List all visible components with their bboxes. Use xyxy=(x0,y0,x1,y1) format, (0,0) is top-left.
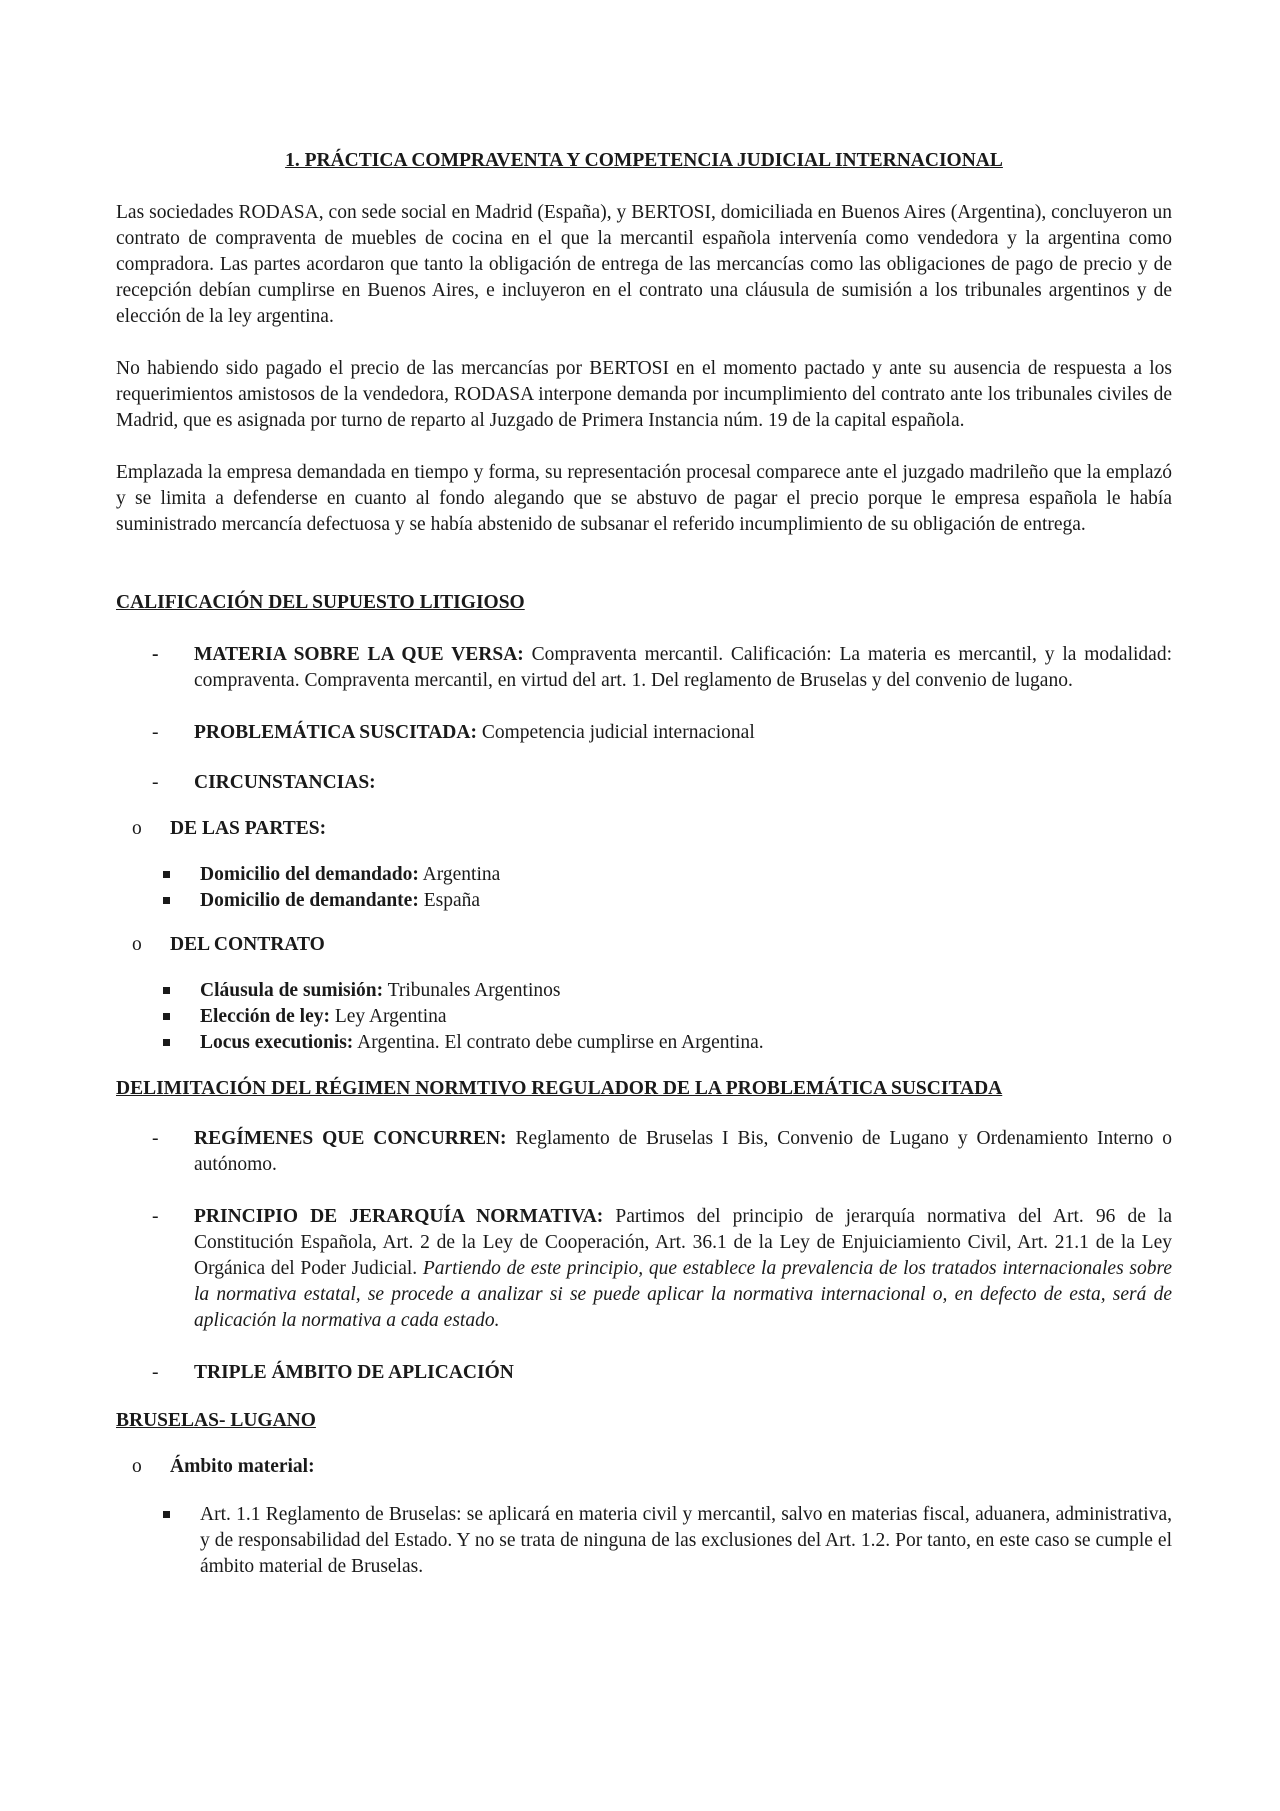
list-item xyxy=(116,888,1172,914)
heading-delimitacion: DELIMITACIÓN DEL RÉGIMEN NORMTIVO REGULADOR DE LA PROBLEMÁTICA SUSCITADA xyxy=(116,1078,1003,1099)
problematica-text: Competencia judicial internacional xyxy=(481,722,755,743)
paragraph-3: Emplazada la empresa demandada en tiempo y forma, su representación procesal comparece ante el juzgado madrileño que la emplazó y se limita a defenderse en cuanto al fondo alegando que se abstuvo de pagar el precio porque le empresa española le había suministrado mercancía defectuosa y se había abstenido de subsanar el referido incumplimiento de su obligación de entrega. xyxy=(116,462,1172,535)
principio-text: Partimos del principio de jerarquía normativa del Art. 96 de la Constitución Española, Art. 2 de la Ley de Cooperación, Art. 36.1 de la Ley de Enjuiciamiento Civil, Art. 21.1 de la Ley Orgánica del Poder Judicial. xyxy=(194,1206,1172,1279)
paragraph-2: No habiendo sido pagado el precio de las mercancías por BERTOSI en el momento pactado y ante su ausencia de respuesta a los requerimientos amistosos de la vendedora, RODASA interpone demanda por incumplimiento del contrato ante los tribunales civiles de Madrid, que es asignada por turno de reparto al Juzgado de Primera Instancia núm. 19 de la capital española. xyxy=(116,358,1172,431)
item-de-las-partes xyxy=(116,816,1172,842)
circunstancias-label: CIRCUNSTANCIAS: xyxy=(194,772,376,793)
heading-calificacion: CALIFICACIÓN DEL SUPUESTO LITIGIOSO xyxy=(116,592,525,613)
item-circunstancias xyxy=(116,770,1172,796)
item-regimenes xyxy=(116,1126,1172,1178)
ambito-label: Ámbito material: xyxy=(170,1456,315,1477)
square-bullet xyxy=(163,987,170,994)
item-label: Domicilio del demandado: xyxy=(200,864,419,885)
dash-marker: - xyxy=(152,1128,159,1149)
square-bullet xyxy=(163,1511,170,1518)
list-contrato xyxy=(116,978,1172,1056)
list-partes xyxy=(116,862,1172,914)
document-title: 1. PRÁCTICA COMPRAVENTA Y COMPETENCIA JUDICIAL INTERNACIONAL xyxy=(285,150,1003,171)
list-item xyxy=(116,978,1172,1004)
regimenes-label: REGÍMENES QUE CONCURREN: xyxy=(194,1128,507,1149)
square-bullet xyxy=(163,1039,170,1046)
principio-italic: Partiendo de este principio, que establece la prevalencia de los tratados internacionales sobre la normativa estatal, se procede a analizar si se puede aplicar la normativa internacional o, en defecto de esta, será de aplicación la normativa a cada estado. xyxy=(194,1258,1172,1331)
dash-marker: - xyxy=(152,1206,159,1227)
materia-label: MATERIA SOBRE LA QUE VERSA: xyxy=(194,644,524,665)
contrato-label: DEL CONTRATO xyxy=(170,934,325,955)
paragraph-1: Las sociedades RODASA, con sede social en Madrid (España), y BERTOSI, domiciliada en Buenos Aires (Argentina), concluyeron un contrato de compraventa de muebles de cocina en el que la mercantil española intervenía como vendedora y la argentina como compradora. Las partes acordaron que tanto la obligación de entrega de las mercancías como las obligaciones de pago de precio y de recepción debían cumplirse en Buenos Aires, e incluyeron en el contrato una cláusula de sumisión a los tribunales argentinos y de elección de la ley argentina. xyxy=(116,202,1172,327)
item-label: Domicilio de demandante: xyxy=(200,890,419,911)
item-ambito-material xyxy=(116,1454,1172,1480)
regimenes-text: Reglamento de Bruselas I Bis, Convenio de Lugano y Ordenamiento Interno o autónomo. xyxy=(194,1128,1172,1175)
item-text: España xyxy=(423,890,481,911)
list-ambito-material xyxy=(116,1502,1172,1580)
circle-marker: o xyxy=(132,1456,142,1477)
item-label: Locus executionis: xyxy=(200,1032,354,1053)
triple-label: TRIPLE ÁMBITO DE APLICACIÓN xyxy=(194,1362,514,1383)
document-page xyxy=(116,148,1172,1580)
circle-marker: o xyxy=(132,818,142,839)
principio-label: PRINCIPIO DE JERARQUÍA NORMATIVA: xyxy=(194,1206,604,1227)
list-item xyxy=(116,1502,1172,1580)
item-text: Argentina xyxy=(422,864,501,885)
list-item xyxy=(116,862,1172,888)
item-text: Tribunales Argentinos xyxy=(387,980,561,1001)
list-item xyxy=(116,1004,1172,1030)
item-problematica xyxy=(116,720,1172,746)
problematica-label: PROBLEMÁTICA SUSCITADA: xyxy=(194,722,477,743)
item-text: Argentina. El contrato debe cumplirse en Argentina. xyxy=(357,1032,764,1053)
item-label: Elección de ley: xyxy=(200,1006,330,1027)
square-bullet xyxy=(163,871,170,878)
square-bullet xyxy=(163,1013,170,1020)
item-triple-ambito xyxy=(116,1360,1172,1386)
materia-text: Compraventa mercantil. Calificación: La materia es mercantil, y la modalidad: compraventa. Compraventa mercantil, en virtud del art. 1. Del reglamento de Bruselas y del convenio de lugano. xyxy=(194,644,1172,691)
item-text: Art. 1.1 Reglamento de Bruselas: se aplicará en materia civil y mercantil, salvo en materias fiscal, aduanera, administrativa, y de responsabilidad del Estado. Y no se trata de ninguna de las exclusiones del Art. 1.2. Por tanto, en este caso se cumple el ámbito material de Bruselas. xyxy=(200,1504,1172,1577)
heading-bruselas-lugano: BRUSELAS- LUGANO xyxy=(116,1410,316,1431)
square-bullet xyxy=(163,897,170,904)
item-text: Ley Argentina xyxy=(334,1006,447,1027)
dash-marker: - xyxy=(152,644,159,665)
dash-marker: - xyxy=(152,1362,159,1383)
item-principio xyxy=(116,1204,1172,1334)
circle-marker: o xyxy=(132,934,142,955)
dash-marker: - xyxy=(152,772,159,793)
partes-label: DE LAS PARTES: xyxy=(170,818,327,839)
list-item xyxy=(116,1030,1172,1056)
dash-marker: - xyxy=(152,722,159,743)
item-label: Cláusula de sumisión: xyxy=(200,980,384,1001)
item-materia xyxy=(116,642,1172,694)
item-del-contrato xyxy=(116,932,1172,958)
